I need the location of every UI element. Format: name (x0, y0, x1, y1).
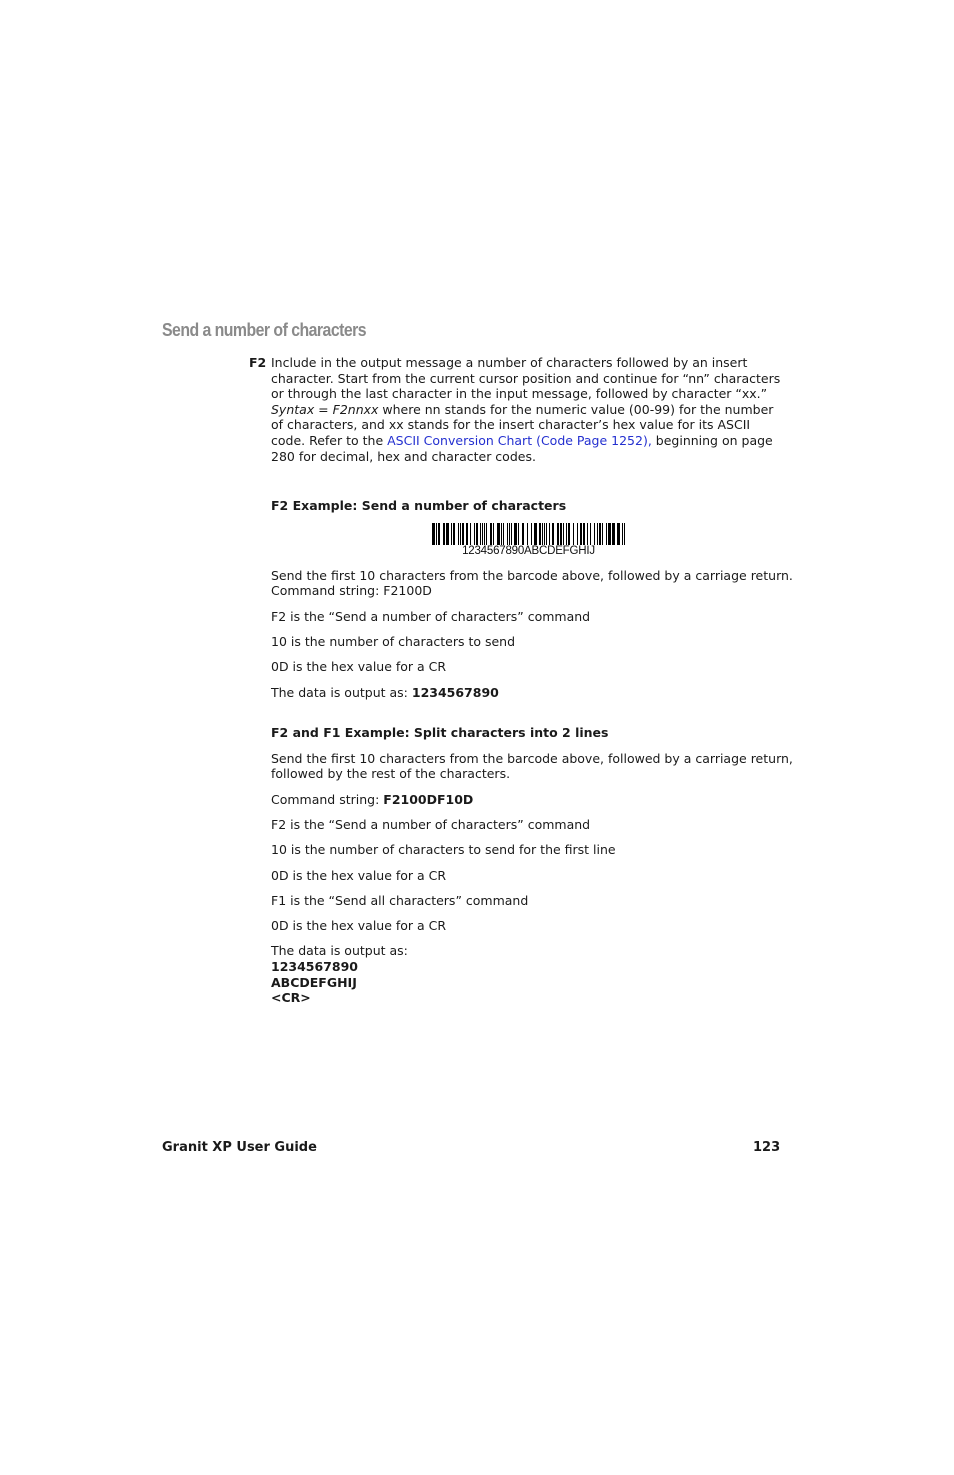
barcode-bar (606, 523, 607, 545)
barcode-bar (534, 523, 537, 545)
example2-command-string (271, 792, 791, 808)
command-description (271, 355, 785, 464)
example1-command-string: Command string: F2100D (271, 583, 432, 598)
barcode-bar (509, 523, 510, 545)
output-value: 1234567890 (411, 685, 499, 700)
barcode-bar (577, 523, 578, 545)
example2-output-line: 1234567890 (271, 959, 358, 974)
description-text: beginning on page 280 for decimal, hex and character codes. (271, 432, 773, 464)
barcode-bar (493, 523, 494, 545)
example2-output-label: The data is output as: (271, 943, 408, 958)
barcode-bar (497, 523, 500, 545)
example2-line: Send the first 10 characters from the barcode above, followed by a carriage return, (271, 751, 793, 766)
example2-output-line: ABCDEFGHIJ (271, 975, 357, 990)
example2-output-line: <CR> (271, 990, 311, 1005)
description-text: Include in the output message a number of characters followed by an insert character. Start from the current cursor position and continue for “nn” characters or through the last character in the input message, followed by character “xx.” (271, 355, 781, 402)
barcode-bar (476, 523, 478, 545)
barcode-bar (573, 523, 574, 545)
example1-line: F2 is the “Send a number of characters” command (271, 609, 591, 624)
example1-line: Send the first 10 characters from the barcode above, followed by a carriage return. (271, 568, 793, 583)
ascii-chart-link[interactable]: ASCII Conversion Chart (Code Page 1252), (387, 432, 652, 448)
barcode-bar (594, 523, 595, 545)
barcode-bar (458, 523, 459, 545)
barcode-bar (527, 523, 528, 545)
barcode-bars (432, 523, 625, 545)
section-heading: Send a number of characters (162, 320, 367, 340)
barcode-bar (480, 523, 481, 545)
example2-line: F1 is the “Send all characters” command (271, 893, 529, 908)
barcode-bar (624, 523, 625, 545)
barcode-bar (617, 523, 620, 545)
barcode-bar (608, 523, 611, 545)
syntax-text: Syntax = F2nnxx (271, 401, 379, 417)
barcode-bar (484, 523, 485, 545)
barcode-bar (602, 523, 603, 545)
barcode-bar (453, 523, 455, 545)
barcode-bar (501, 523, 502, 545)
barcode-bar (549, 523, 550, 545)
barcode-bar (466, 523, 468, 545)
barcode-bar (490, 523, 492, 545)
barcode-bar (460, 523, 461, 545)
footer-guide-title: Granit XP User Guide (162, 1140, 317, 1155)
example2-title: F2 and F1 Example: Split characters into 2 lines (271, 725, 609, 740)
example1-title: F2 Example: Send a number of characters (271, 498, 567, 513)
barcode-bar (470, 523, 471, 545)
barcode-bar (518, 523, 519, 545)
barcode-bar (557, 523, 559, 545)
barcode-bar (443, 523, 445, 545)
barcode-bar (583, 523, 585, 545)
example2-line: 0D is the hex value for a CR (271, 868, 447, 883)
command-value: F2100DF10D (383, 792, 474, 807)
barcode-bar (544, 523, 545, 545)
barcode-human-readable: 1234567890ABCDEFGHIJ (462, 545, 595, 557)
barcode-bar (587, 523, 588, 545)
barcode-bar (507, 523, 508, 545)
barcode-bar (432, 523, 435, 545)
barcode-bar (462, 523, 464, 545)
barcode-bar (503, 523, 504, 545)
barcode-bar (560, 523, 562, 545)
example2-line: 10 is the number of characters to send for the first line (271, 842, 616, 857)
barcode-bar (486, 523, 487, 545)
barcode-bar (482, 523, 483, 545)
barcode-bar (563, 523, 564, 545)
barcode-bar (568, 523, 570, 545)
barcode-bar (522, 523, 524, 545)
barcode-bar (474, 523, 475, 545)
barcode-bar (446, 523, 449, 545)
example1-line: 10 is the number of characters to send (271, 634, 516, 649)
barcode-bar (546, 523, 547, 545)
barcode-bar (531, 523, 532, 545)
barcode-bar (566, 523, 567, 545)
description-text: where nn stands for the numeric value (00-99) for the number of characters, and xx stands for the insert character’s hex value for its ASCII code. Refer to the (271, 401, 774, 448)
barcode-bar (597, 523, 598, 545)
example1-line: 0D is the hex value for a CR (271, 659, 447, 674)
footer-page-number: 123 (753, 1140, 781, 1155)
command-label: Command string: (271, 792, 384, 807)
barcode-bar (438, 523, 440, 545)
barcode-bar (612, 523, 615, 545)
barcode-bar (539, 523, 541, 545)
barcode-bar (590, 523, 591, 545)
command-code: F2 (249, 355, 267, 370)
barcode-bar (580, 523, 582, 545)
example2-line: F2 is the “Send a number of characters” command (271, 817, 591, 832)
example1-output (271, 685, 791, 701)
barcode-bar (511, 523, 512, 545)
barcode (432, 523, 625, 557)
barcode-bar (436, 523, 437, 545)
barcode-bar (622, 523, 623, 545)
output-label: The data is output as: (271, 685, 412, 700)
barcode-bar (552, 523, 554, 545)
example2-line: 0D is the hex value for a CR (271, 918, 447, 933)
example2-line: followed by the rest of the characters. (271, 766, 511, 781)
barcode-bar (451, 523, 452, 545)
barcode-bar (542, 523, 543, 545)
barcode-bar (599, 523, 601, 545)
barcode-bar (514, 523, 517, 545)
